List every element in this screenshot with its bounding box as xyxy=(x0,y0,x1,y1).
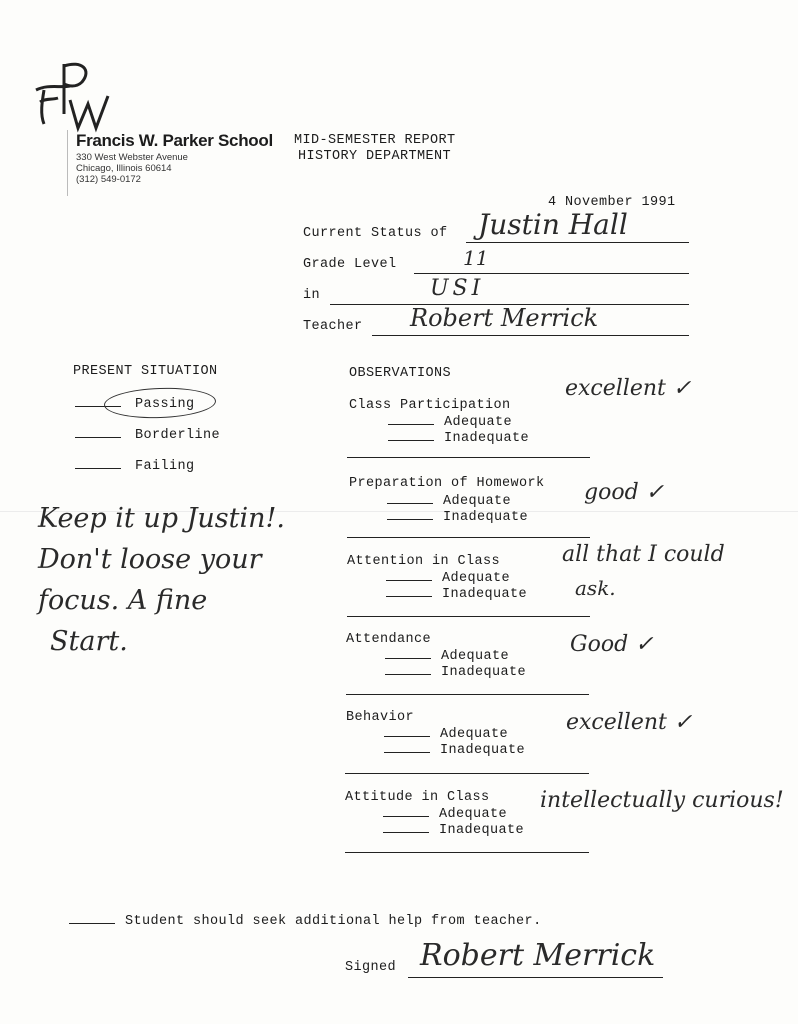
comment-line xyxy=(346,694,589,695)
observation-comment: excellent ✓ xyxy=(566,710,693,735)
situation-option-label: Passing xyxy=(135,397,195,412)
comment-line xyxy=(345,852,589,853)
observation-label: Attitude in Class xyxy=(345,790,490,805)
inadequate-option[interactable]: Inadequate xyxy=(387,509,528,525)
checkbox-blank[interactable] xyxy=(388,430,434,441)
observation-comment: ask. xyxy=(575,576,616,600)
comment-line xyxy=(347,537,590,538)
inadequate-option[interactable]: Inadequate xyxy=(385,664,526,680)
observation-label: Preparation of Homework xyxy=(349,476,545,491)
teacher-line xyxy=(372,335,689,336)
note-line: Start. xyxy=(50,626,128,657)
status-line xyxy=(466,242,689,243)
letterhead-rule xyxy=(67,130,68,196)
situation-option-label: Borderline xyxy=(135,428,221,443)
adequate-option[interactable]: Adequate xyxy=(387,493,511,509)
inadequate-option[interactable]: Inadequate xyxy=(384,742,525,758)
present-situation-heading: PRESENT SITUATION xyxy=(73,364,218,379)
observation-label: Behavior xyxy=(346,710,415,725)
checkbox-blank[interactable] xyxy=(69,913,115,924)
course-label: in xyxy=(303,288,321,303)
course-value: USI xyxy=(430,276,485,301)
comment-line xyxy=(347,457,590,458)
report-department: HISTORY DEPARTMENT xyxy=(298,149,452,164)
observation-comment: good ✓ xyxy=(584,480,665,505)
situation-option-label: Failing xyxy=(135,459,195,474)
observation-comment: all that I could xyxy=(562,542,725,567)
adequate-option[interactable]: Adequate xyxy=(383,806,507,822)
note-line: Don't loose your xyxy=(38,544,262,575)
observation-comment: Good ✓ xyxy=(570,632,654,657)
checkbox-blank[interactable] xyxy=(387,493,433,504)
checkbox-blank[interactable] xyxy=(385,664,431,675)
address-line-2: Chicago, Illinois 60614 xyxy=(76,163,172,174)
student-name: Justin Hall xyxy=(478,208,628,241)
teacher-name: Robert Merrick xyxy=(410,304,599,332)
signed-label: Signed xyxy=(345,960,397,975)
inadequate-option[interactable]: Inadequate xyxy=(386,586,527,602)
selection-circle xyxy=(104,386,217,420)
adequate-option[interactable]: Adequate xyxy=(388,414,512,430)
school-name: Francis W. Parker School xyxy=(76,131,273,150)
grade-label: Grade Level xyxy=(303,257,397,272)
checkbox-blank[interactable] xyxy=(384,726,430,737)
checkbox-blank[interactable] xyxy=(384,742,430,753)
checkbox-blank[interactable] xyxy=(387,509,433,520)
teacher-side-note xyxy=(38,498,285,662)
observation-comment: excellent ✓ xyxy=(565,376,692,401)
school-logo xyxy=(30,58,120,138)
status-label: Current Status of xyxy=(303,226,448,241)
checkbox-blank[interactable] xyxy=(386,570,432,581)
adequate-option[interactable]: Adequate xyxy=(386,570,510,586)
checkbox-blank[interactable] xyxy=(388,414,434,425)
inadequate-option[interactable]: Inadequate xyxy=(388,430,529,446)
note-line: Keep it up Justin!. xyxy=(38,503,285,534)
grade-line xyxy=(414,273,689,274)
school-address xyxy=(76,152,188,185)
school-phone: (312) 549-0172 xyxy=(76,174,141,185)
grade-value: 11 xyxy=(463,246,489,270)
observation-label: Attendance xyxy=(346,632,432,647)
situation-failing[interactable] xyxy=(75,458,195,474)
adequate-option[interactable]: Adequate xyxy=(385,648,509,664)
observation-comment: intellectually curious! xyxy=(540,788,784,813)
observation-label: Class Participation xyxy=(349,398,511,413)
note-line: focus. A fine xyxy=(38,585,208,616)
signature-line xyxy=(408,977,663,978)
observation-label: Attention in Class xyxy=(347,554,501,569)
teacher-label: Teacher xyxy=(303,319,363,334)
report-date: 4 November 1991 xyxy=(548,195,676,210)
comment-line xyxy=(345,773,589,774)
adequate-option[interactable]: Adequate xyxy=(384,726,508,742)
help-label: Student should seek additional help from teacher. xyxy=(125,914,542,929)
teacher-signature: Robert Merrick xyxy=(420,938,656,973)
checkbox-blank[interactable] xyxy=(75,458,121,469)
address-line-1: 330 West Webster Avenue xyxy=(76,152,188,163)
observations-heading: OBSERVATIONS xyxy=(349,366,452,381)
checkbox-blank[interactable] xyxy=(383,806,429,817)
checkbox-blank[interactable] xyxy=(75,427,121,438)
comment-line xyxy=(347,616,590,617)
help-option[interactable] xyxy=(69,913,542,929)
checkbox-blank[interactable] xyxy=(385,648,431,659)
situation-borderline[interactable] xyxy=(75,427,220,443)
checkbox-blank[interactable] xyxy=(386,586,432,597)
inadequate-option[interactable]: Inadequate xyxy=(383,822,524,838)
checkbox-blank[interactable] xyxy=(383,822,429,833)
report-title: MID-SEMESTER REPORT xyxy=(294,133,456,148)
